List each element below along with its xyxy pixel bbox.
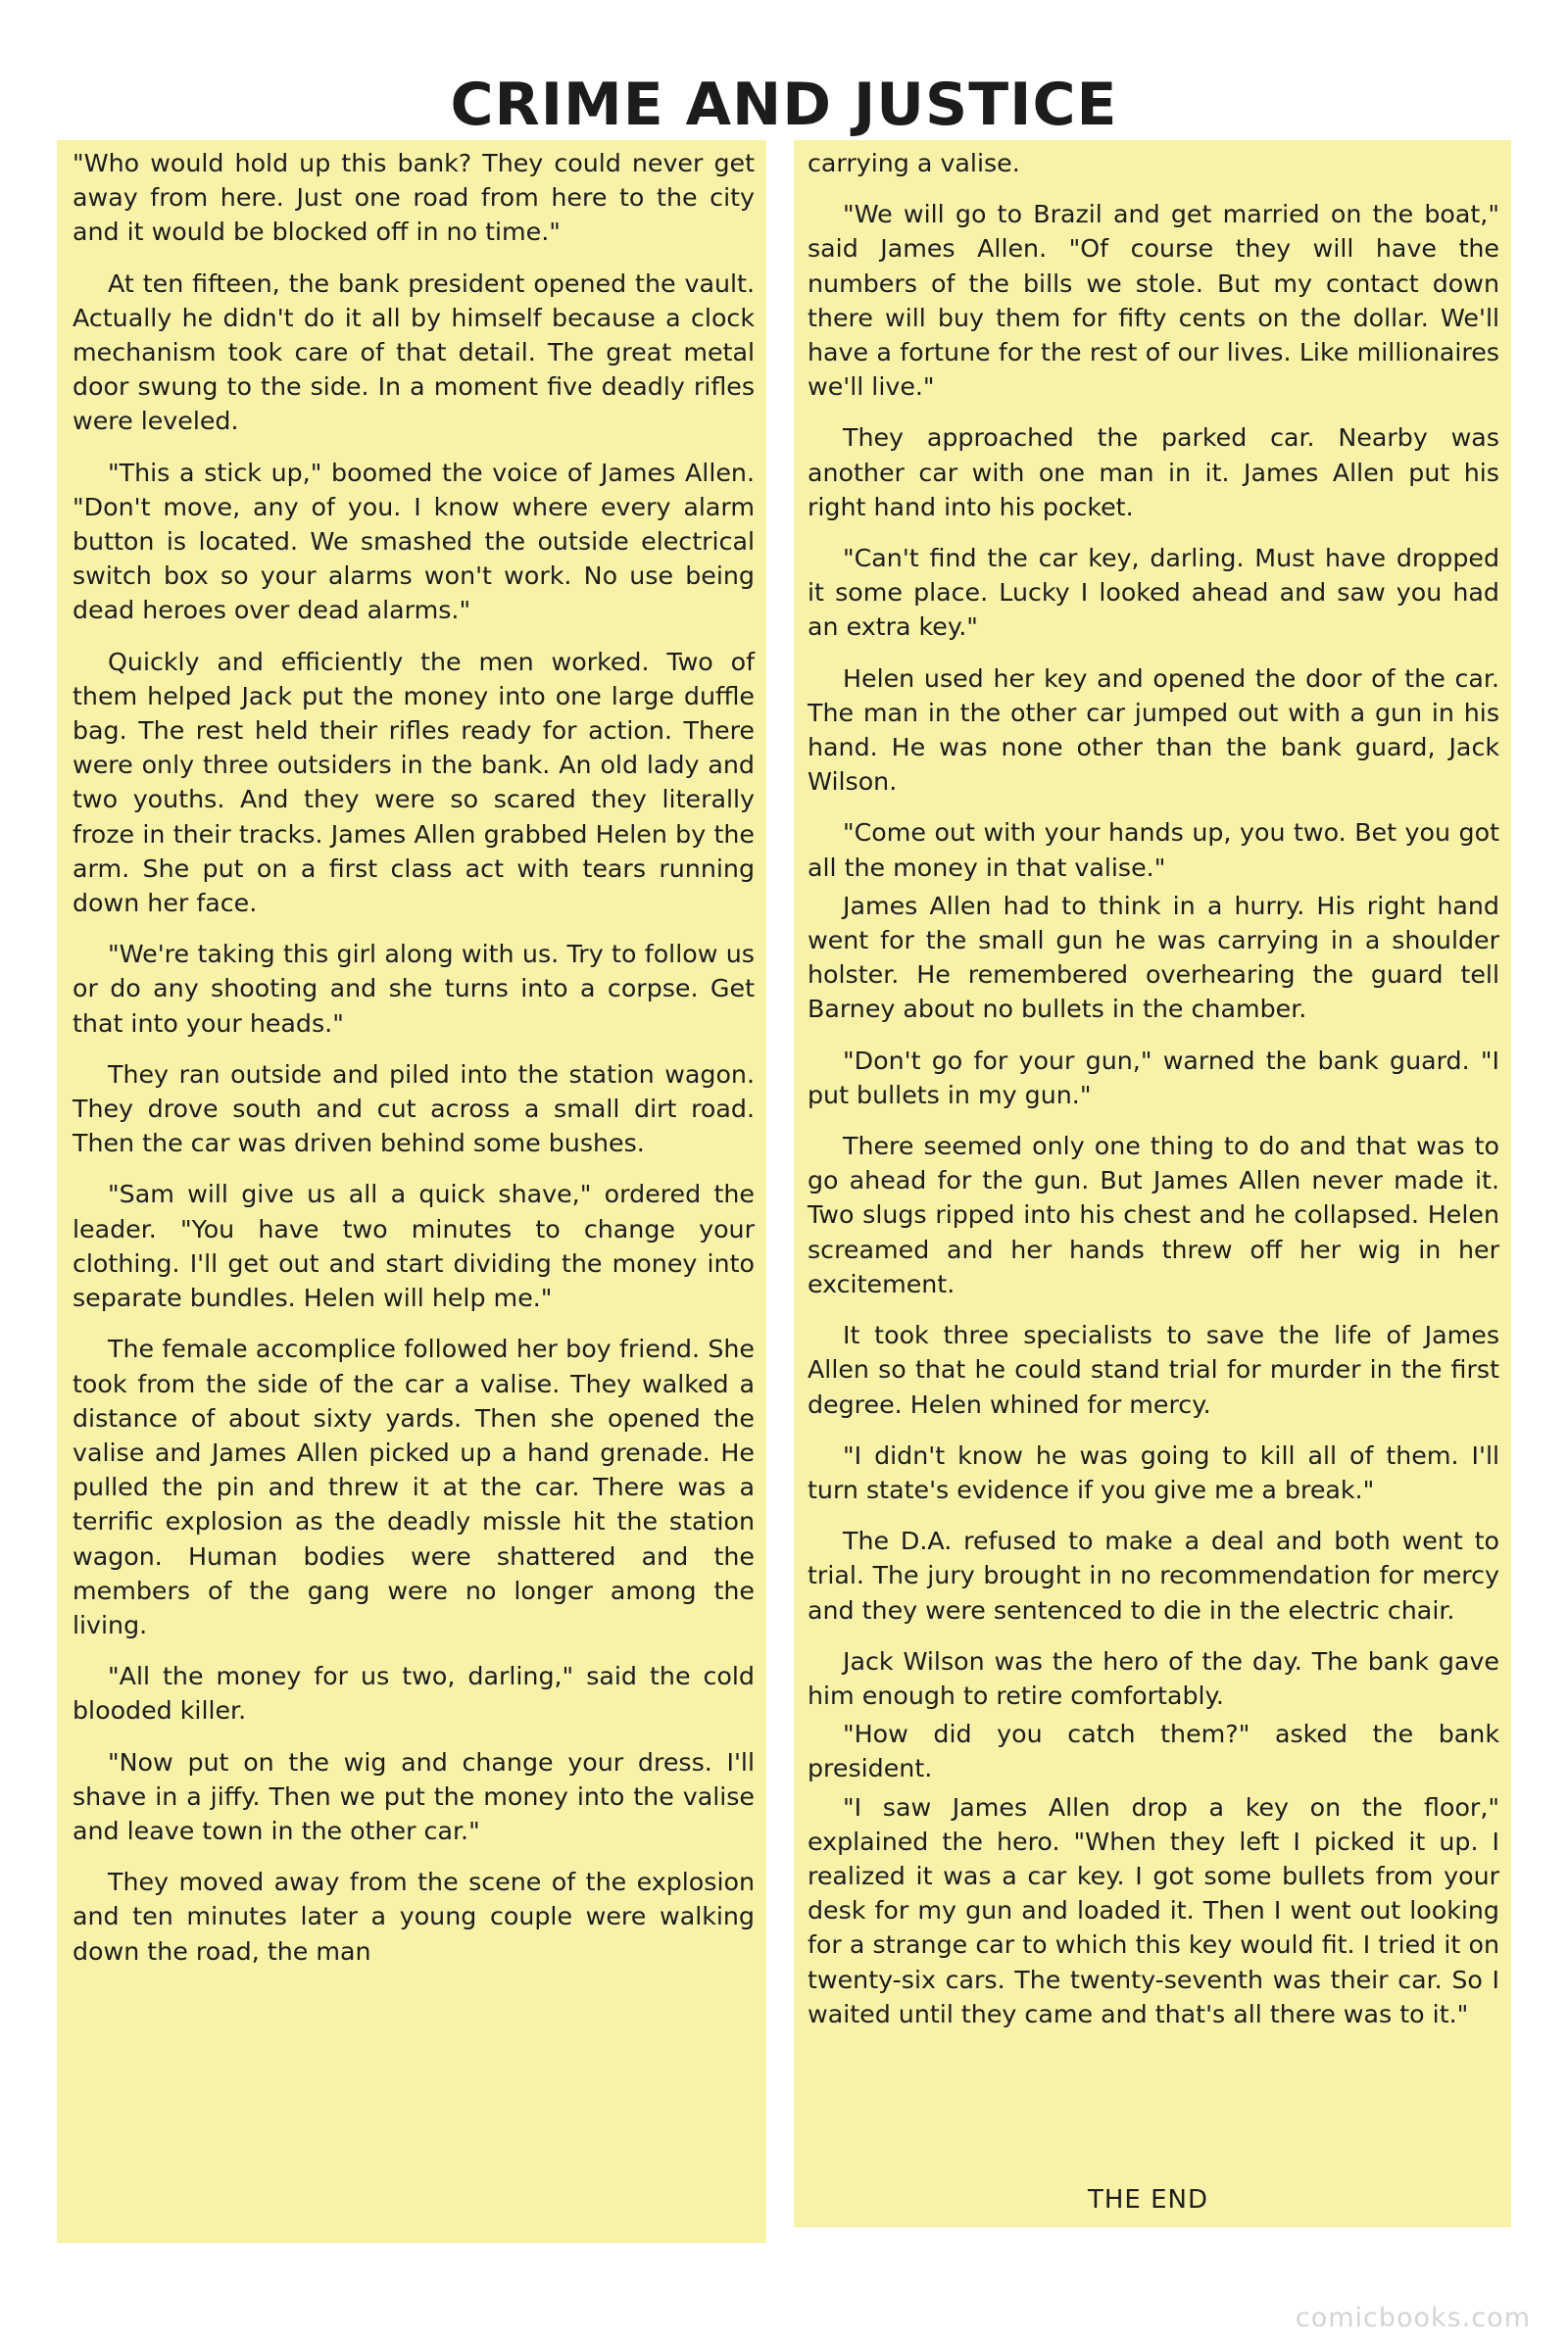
paragraph: Quickly and efficiently the men worked. Two of them helped Jack put the money into one large duffle bag. The rest held their rifles ready for action. There were only three outsiders in the bank. An old lady and two youths. And they were so scared they literally froze in their tracks. James Allen grabbed Helen by the arm. She put on a first class act with tears running down her face.: [73, 647, 755, 918]
the-end-label: THE END: [1088, 2185, 1209, 2215]
paragraph: "All the money for us two, darling," said the cold blooded killer.: [73, 1662, 755, 1726]
paragraph: "Sam will give us all a quick shave," ordered the leader. "You have two minutes to change your clothing. I'll get out and start dividing the money into separate bundles. Helen will help me.": [73, 1180, 755, 1313]
paragraph: They ran outside and piled into the station wagon. They drove south and cut across a small dirt road. Then the car was driven behind some bushes.: [73, 1059, 755, 1158]
paragraph: At ten fifteen, the bank president opened the vault. Actually he didn't do it all by himself because a clock mechanism took care of that detail. The great metal door swung to the side. In a moment five deadly rifles were leveled.: [73, 268, 755, 436]
paragraph: There seemed only one thing to do and that was to go ahead for the gun. But James Allen never made it. Two slugs ripped into his chest and he collapsed. Helen screamed and her hands threw off her wig in her excitement.: [808, 1132, 1499, 1298]
paragraph: "Who would hold up this bank? They could never get away from here. Just one road from here to the city and it would be blocked off in no time.": [73, 149, 755, 247]
paragraph: They approached the parked car. Nearby was another car with one man in it. James Allen put his right hand into his pocket.: [808, 423, 1499, 521]
site-watermark: comicbooks.com: [1295, 2303, 1531, 2333]
left-text-column: [57, 140, 766, 2243]
paragraph: "I saw James Allen drop a key on the floor," explained the hero. "When they left I picked it up. I realized it was a car key. I got some bullets from your desk for my gun and loaded it. Then I went out looking for a strange car to which this key would fit. I tried it on twenty-six cars. The twenty-seventh was their car. So I waited until they came and that's all there was to it.": [808, 1792, 1499, 2028]
right-text-column: [794, 140, 1511, 2227]
paragraph: "Can't find the car key, darling. Must have dropped it some place. Lucky I looked ahead and saw you had an extra key.": [808, 544, 1499, 642]
paragraph: "This a stick up," boomed the voice of James Allen. "Don't move, any of you. I know where every alarm button is located. We smashed the outside electrical switch box so your alarms won't work. No use being dead heroes over dead alarms.": [73, 458, 755, 625]
paragraph: James Allen had to think in a hurry. His right hand went for the small gun he was carrying in a shoulder holster. He remembered overhearing the guard tell Barney about no bullets in the chamber.: [808, 891, 1499, 1024]
paragraph: It took three specialists to save the life of James Allen so that he could stand trial for murder in the first degree. Helen whined for mercy.: [808, 1321, 1499, 1419]
paragraph: "Now put on the wig and change your dress. I'll shave in a jiffy. Then we put the money into the valise and leave town in the other car.": [73, 1747, 755, 1845]
paragraph: Jack Wilson was the hero of the day. The bank gave him enough to retire comfortably.: [808, 1646, 1499, 1710]
paragraph: "We're taking this girl along with us. Try to follow us or do any shooting and she turns into a corpse. Get that into your heads.": [73, 940, 755, 1038]
page-title: CRIME AND JUSTICE: [450, 71, 1118, 139]
paragraph: "Come out with your hands up, you two. Bet you got all the money in that valise.": [808, 818, 1499, 882]
paragraph: The female accomplice followed her boy friend. She took from the side of the car a valise. They walked a distance of about sixty yards. Then she opened the valise and James Allen picked up a hand grenade. He pulled the pin and threw it at the car. There was a terrific explosion as the deadly missle hit the station wagon. Human bodies were shattered and the members of the gang were no longer among the living.: [73, 1335, 755, 1639]
paragraph: "I didn't know he was going to kill all of them. I'll turn state's evidence if you give me a break.": [808, 1440, 1499, 1504]
paragraph: "We will go to Brazil and get married on the boat," said James Allen. "Of course they will have the numbers of the bills we stole. But my contact down there will buy them for fifty cents on the dollar. We'll have a fortune for the rest of our lives. Like millionaires we'll live.": [808, 200, 1499, 402]
paragraph: "Don't go for your gun," warned the bank guard. "I put bullets in my gun.": [808, 1046, 1499, 1109]
paragraph: They moved away from the scene of the explosion and ten minutes later a young couple were walking down the road, the man: [73, 1868, 755, 1966]
paragraph: "How did you catch them?" asked the bank president.: [808, 1720, 1499, 1783]
paragraph: carrying a valise.: [808, 149, 1020, 177]
paragraph: The D.A. refused to make a deal and both went to trial. The jury brought in no recommendation for mercy and they were sentenced to die in the electric chair.: [808, 1527, 1499, 1625]
paragraph: Helen used her key and opened the door of the car. The man in the other car jumped out with a gun in his hand. He was none other than the bank guard, Jack Wilson.: [808, 663, 1499, 797]
